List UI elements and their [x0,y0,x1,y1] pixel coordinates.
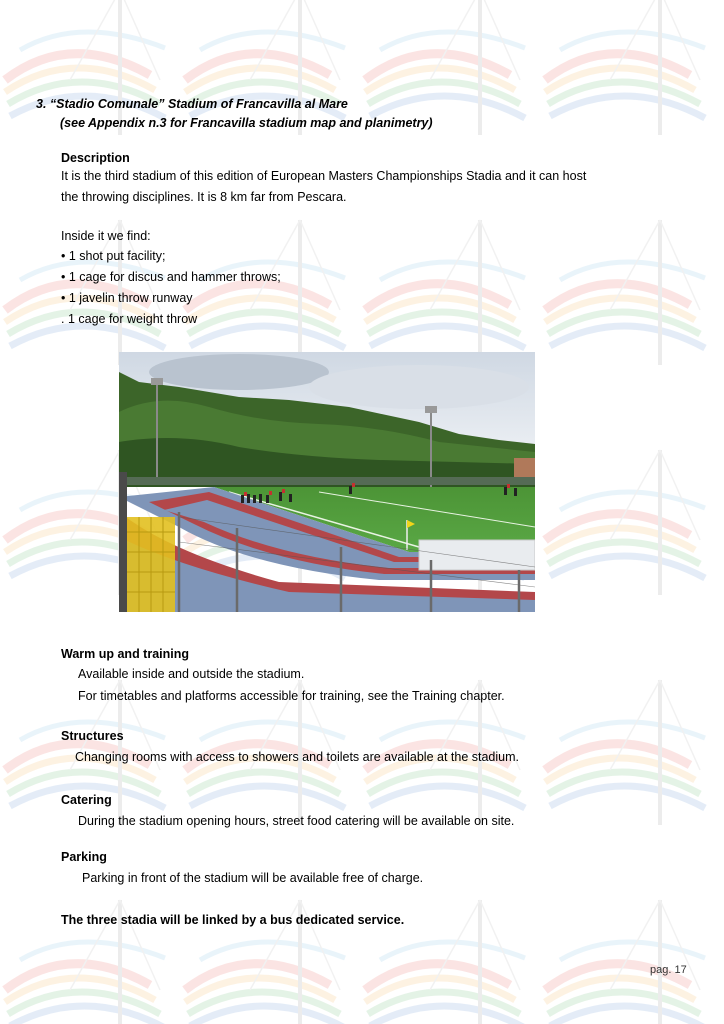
structures-heading: Structures [61,729,124,743]
catering-line-1: During the stadium opening hours, street food catering will be available on site. [78,814,515,828]
facility-item: . 1 cage for weight throw [61,312,198,326]
facility-item: • 1 shot put facility; [61,249,166,263]
catering-heading: Catering [61,793,112,807]
warmup-line-2: For timetables and platforms accessible for training, see the Training chapter. [78,689,505,703]
parking-line-1: Parking in front of the stadium will be available free of charge. [82,871,424,885]
warmup-line-1: Available inside and outside the stadium. [78,667,305,681]
facility-item: • 1 javelin throw runway [61,291,193,305]
section-subtitle: (see Appendix n.3 for Francavilla stadium map and planimetry) [60,116,433,130]
description-heading: Description [61,151,130,165]
inside-intro: Inside it we find: [61,229,151,243]
facility-item: • 1 cage for discus and hammer throws; [61,270,281,284]
parking-heading: Parking [61,850,107,864]
description-line-2: the throwing disciplines. It is 8 km far from Pescara. [61,190,347,204]
structures-line-1: Changing rooms with access to showers and toilets are available at the stadium. [75,750,519,764]
stadium-photo [119,352,535,612]
section-title: 3. “Stadio Comunale” Stadium of Francavilla al Mare [36,97,348,111]
page-number: pag. 17 [650,964,687,976]
description-line-1: It is the third stadium of this edition of European Masters Championships Stadia and it can host [61,169,587,183]
closing-statement: The three stadia will be linked by a bus dedicated service. [61,913,405,927]
warmup-heading: Warm up and training [61,647,190,661]
